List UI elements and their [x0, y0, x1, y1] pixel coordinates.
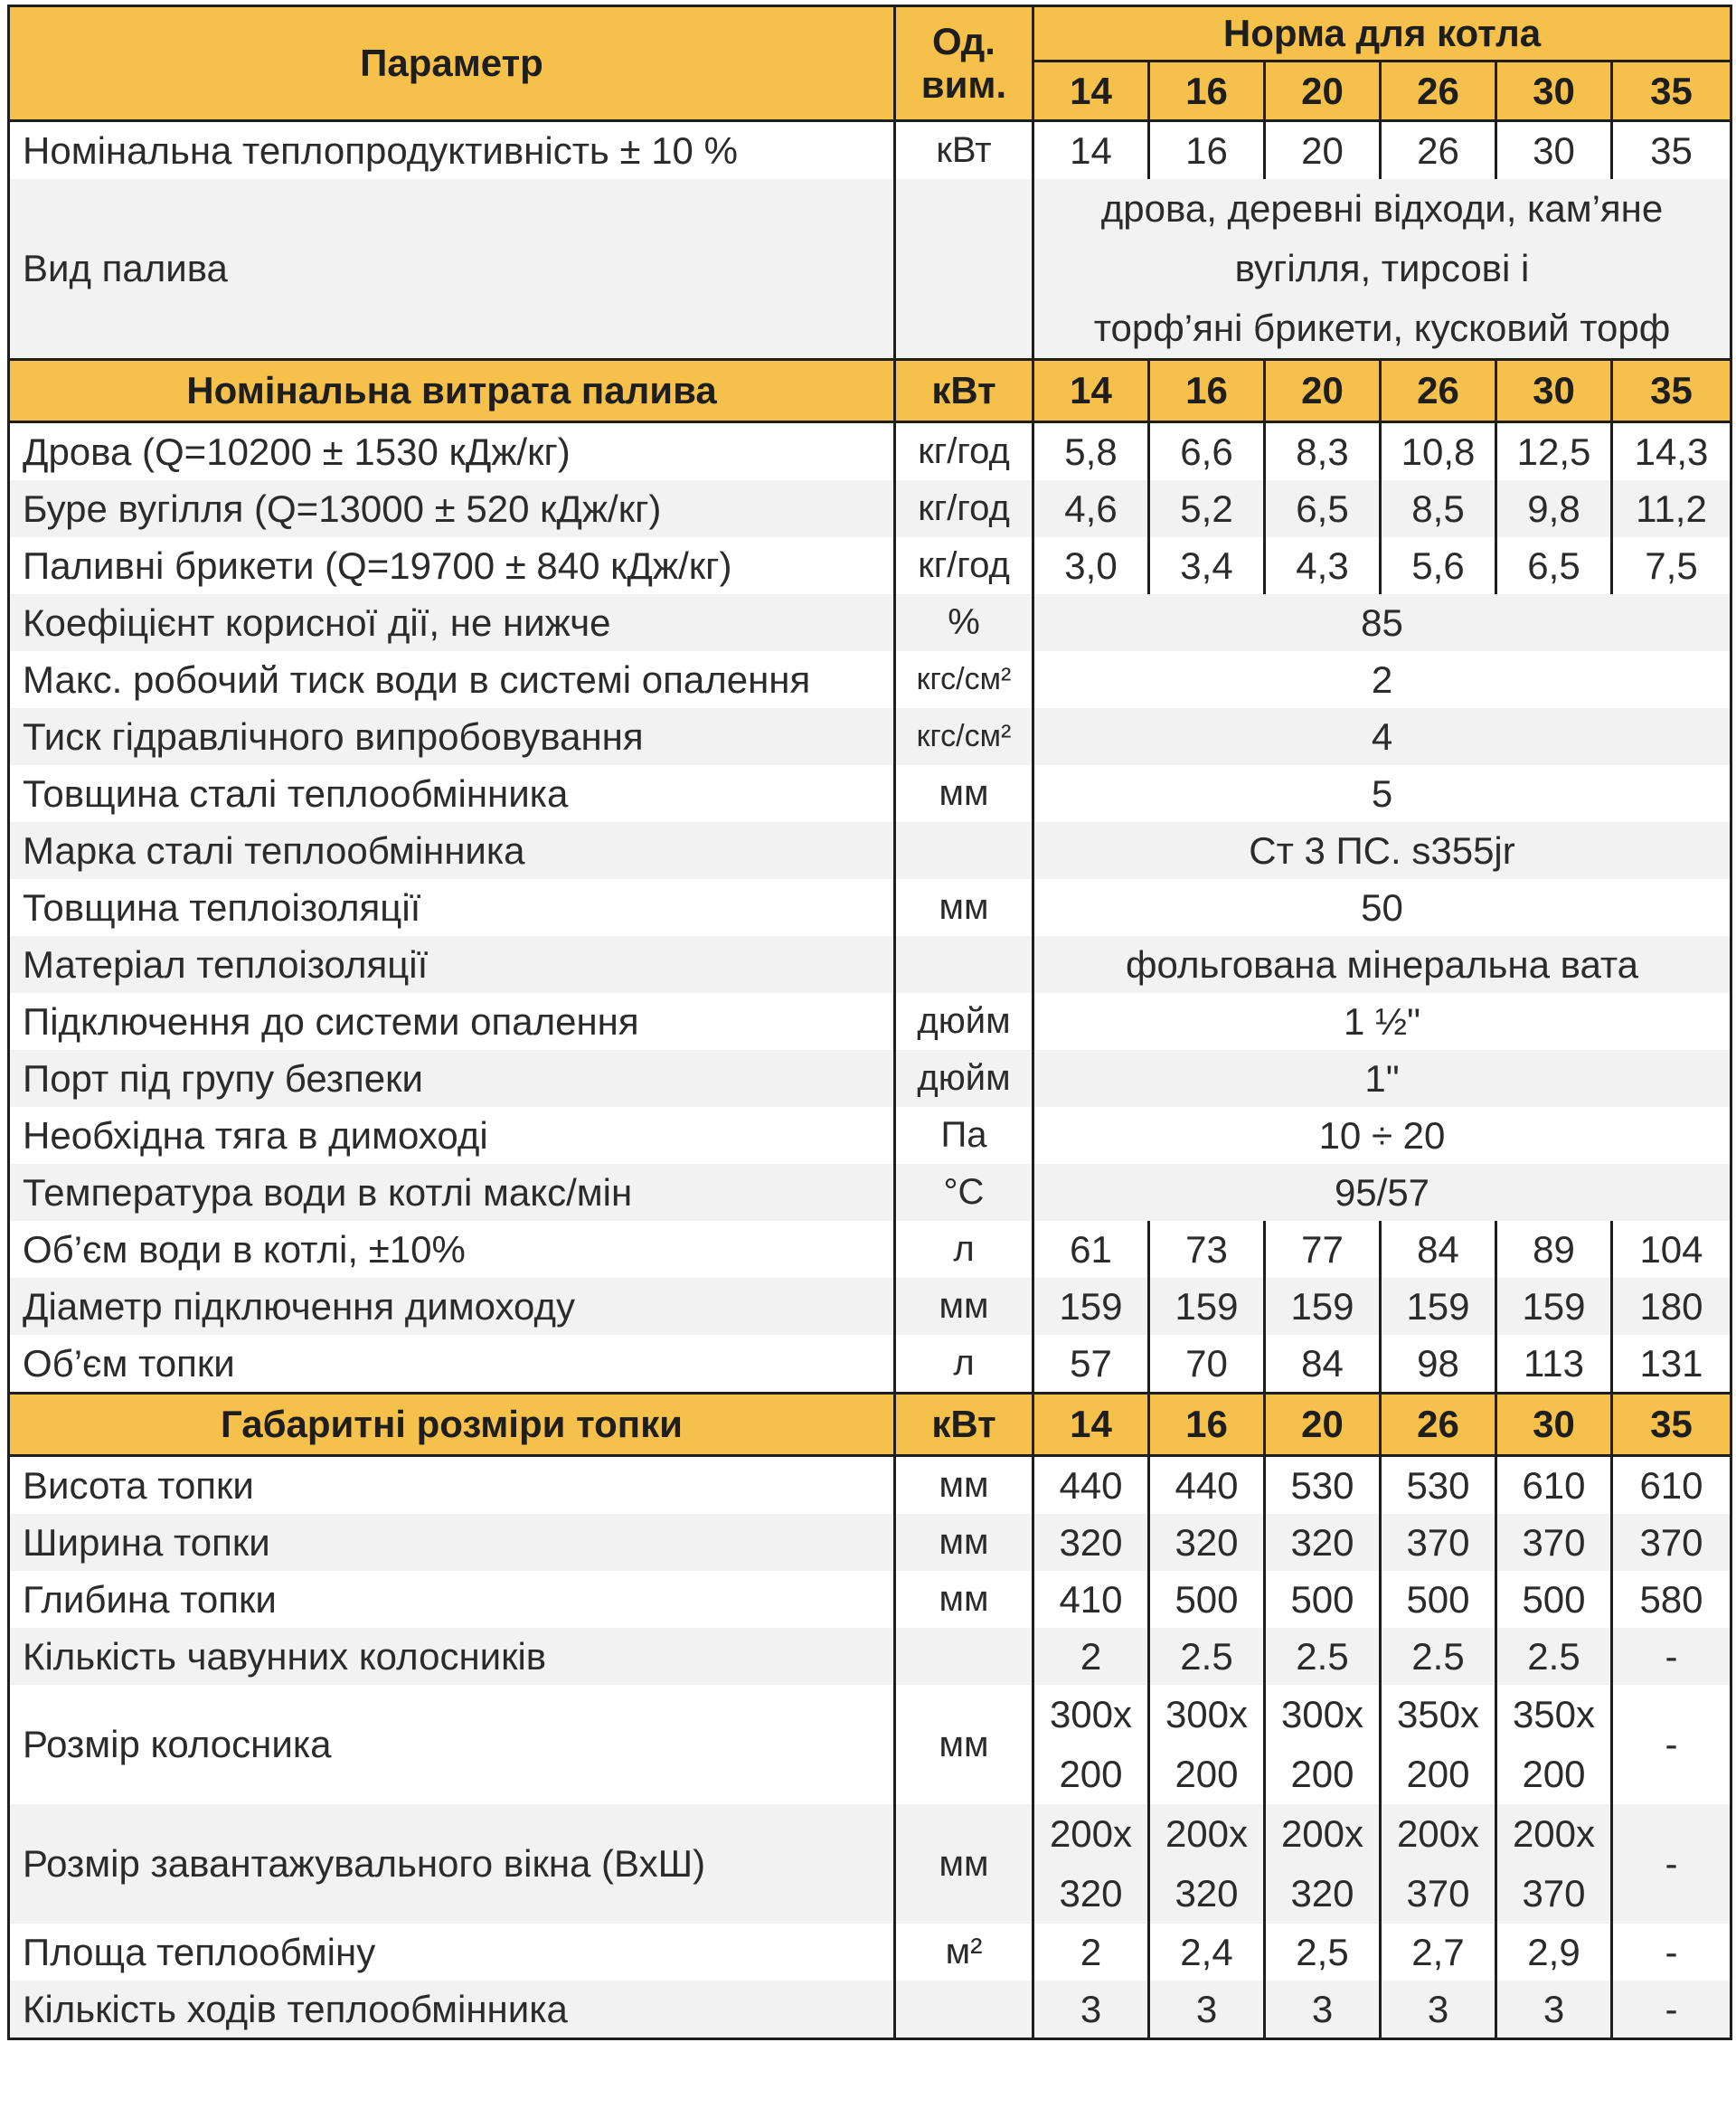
value-cell: 1 ½" — [1033, 993, 1731, 1050]
table-row — [9, 594, 1731, 651]
value-cell: 2,9 — [1496, 1924, 1612, 1981]
value-cell: 500 — [1496, 1571, 1612, 1628]
param-cell: Розмір колосника — [9, 1685, 895, 1804]
value-cell: 113 — [1496, 1335, 1612, 1394]
unit-cell: кВт — [895, 121, 1033, 180]
value-cell: - — [1612, 1804, 1731, 1924]
param-cell: Матеріал теплоізоляції — [9, 936, 895, 993]
table-row — [9, 1514, 1731, 1571]
value-cell: 104 — [1612, 1221, 1731, 1278]
value-cell: 85 — [1033, 594, 1731, 651]
unit-cell: мм — [895, 1804, 1033, 1924]
value-cell: 5,6 — [1381, 537, 1496, 594]
value-cell: 610 — [1496, 1456, 1612, 1515]
value-cell: 84 — [1381, 1221, 1496, 1278]
value-cell: 440 — [1033, 1456, 1149, 1515]
fuel-type-line: вугілля, тирсові і — [1234, 247, 1530, 289]
param-cell: Площа теплообміну — [9, 1924, 895, 1981]
table-row — [9, 822, 1731, 879]
table-row — [9, 1804, 1731, 1924]
model-header: 26 — [1381, 360, 1496, 422]
value-cell: 10 ÷ 20 — [1033, 1107, 1731, 1164]
param-cell: Вид палива — [9, 179, 895, 360]
param-cell: Кількість чавунних колосників — [9, 1628, 895, 1685]
value-cell: 1" — [1033, 1050, 1731, 1107]
value-cell: 8,5 — [1381, 480, 1496, 537]
unit-header-line1: Од. — [932, 20, 995, 62]
model-header: 35 — [1612, 360, 1731, 422]
table-row — [9, 1221, 1731, 1278]
param-cell: Порт під групу безпеки — [9, 1050, 895, 1107]
value-cell: 530 — [1265, 1456, 1381, 1515]
unit-cell — [895, 1981, 1033, 2039]
model-header: 20 — [1265, 61, 1381, 121]
model-header: 30 — [1496, 61, 1612, 121]
value-cell: фольгована мінеральна вата — [1033, 936, 1731, 993]
value-cell: 3 — [1265, 1981, 1381, 2039]
value-cell: 95/57 — [1033, 1164, 1731, 1221]
param-cell: Товщина сталі теплообмінника — [9, 765, 895, 822]
model-header: 30 — [1496, 1394, 1612, 1456]
table-row — [9, 1685, 1731, 1804]
value-cell: 2.5 — [1496, 1628, 1612, 1685]
unit-cell: % — [895, 594, 1033, 651]
value-cell: 70 — [1149, 1335, 1265, 1394]
unit-cell: °C — [895, 1164, 1033, 1221]
table-row — [9, 1628, 1731, 1685]
section-header-row — [9, 360, 1731, 422]
value-cell: 98 — [1381, 1335, 1496, 1394]
param-cell: Висота топки — [9, 1456, 895, 1515]
model-header: 14 — [1033, 61, 1149, 121]
value-cell: 6,5 — [1496, 537, 1612, 594]
value-cell: 200x 370 — [1381, 1804, 1496, 1924]
value-cell: - — [1612, 1924, 1731, 1981]
value-cell: 2,4 — [1149, 1924, 1265, 1981]
boiler-spec-table — [7, 5, 1732, 2040]
unit-cell — [895, 822, 1033, 879]
value-cell: 2 — [1033, 1924, 1149, 1981]
value-cell: 370 — [1496, 1514, 1612, 1571]
unit-cell: л — [895, 1221, 1033, 1278]
unit-cell: мм — [895, 765, 1033, 822]
value-cell: 7,5 — [1612, 537, 1731, 594]
unit-cell — [895, 1628, 1033, 1685]
value-cell: 300x 200 — [1033, 1685, 1149, 1804]
unit-cell: кг/год — [895, 422, 1033, 481]
unit-cell: кгс/см² — [895, 708, 1033, 765]
value-cell: 4,6 — [1033, 480, 1149, 537]
unit-cell: кгс/см² — [895, 651, 1033, 708]
table-row — [9, 879, 1731, 936]
param-cell: Буре вугілля (Q=13000 ± 520 кДж/кг) — [9, 480, 895, 537]
unit-cell: кг/год — [895, 480, 1033, 537]
table-row — [9, 993, 1731, 1050]
value-cell: 200x 320 — [1033, 1804, 1149, 1924]
param-cell: Тиск гідравлічного випробовування — [9, 708, 895, 765]
value-cell: 159 — [1496, 1278, 1612, 1335]
table-row — [9, 121, 1731, 180]
model-header: 14 — [1033, 1394, 1149, 1456]
value-cell: 2.5 — [1149, 1628, 1265, 1685]
model-header: 14 — [1033, 360, 1149, 422]
param-cell: Дрова (Q=10200 ± 1530 кДж/кг) — [9, 422, 895, 481]
value-cell: 3 — [1381, 1981, 1496, 2039]
table-row — [9, 1981, 1731, 2039]
unit-cell: кг/год — [895, 537, 1033, 594]
model-header: 16 — [1149, 360, 1265, 422]
value-cell: 50 — [1033, 879, 1731, 936]
value-cell: 2.5 — [1381, 1628, 1496, 1685]
unit-cell: дюйм — [895, 1050, 1033, 1107]
table-row — [9, 1456, 1731, 1515]
value-cell: 3 — [1149, 1981, 1265, 2039]
model-header: 16 — [1149, 1394, 1265, 1456]
value-cell: 77 — [1265, 1221, 1381, 1278]
model-header: 16 — [1149, 61, 1265, 121]
value-cell: - — [1612, 1981, 1731, 2039]
unit-cell: мм — [895, 1571, 1033, 1628]
value-cell: 180 — [1612, 1278, 1731, 1335]
model-header: 20 — [1265, 360, 1381, 422]
unit-header-line2: вим. — [920, 63, 1007, 106]
model-header: 20 — [1265, 1394, 1381, 1456]
section-title: Габаритні розміри топки — [9, 1394, 895, 1456]
unit-cell: дюйм — [895, 993, 1033, 1050]
value-cell: 200x 370 — [1496, 1804, 1612, 1924]
value-cell: 350x 200 — [1496, 1685, 1612, 1804]
value-cell: 370 — [1381, 1514, 1496, 1571]
model-header: 26 — [1381, 61, 1496, 121]
value-cell: 3,4 — [1149, 537, 1265, 594]
value-cell: 14 — [1033, 121, 1149, 180]
value-cell: 26 — [1381, 121, 1496, 180]
param-cell: Температура води в котлі макс/мін — [9, 1164, 895, 1221]
section-header-row — [9, 1394, 1731, 1456]
unit-cell: мм — [895, 879, 1033, 936]
value-cell: 5,2 — [1149, 480, 1265, 537]
value-cell: 500 — [1381, 1571, 1496, 1628]
table-row — [9, 765, 1731, 822]
table-row — [9, 1164, 1731, 1221]
value-cell: 370 — [1612, 1514, 1731, 1571]
value-cell: 159 — [1149, 1278, 1265, 1335]
param-cell: Підключення до системи опалення — [9, 993, 895, 1050]
table-row — [9, 1571, 1731, 1628]
param-cell: Розмір завантажувального вікна (ВхШ) — [9, 1804, 895, 1924]
value-cell: 159 — [1381, 1278, 1496, 1335]
value-cell: 10,8 — [1381, 422, 1496, 481]
value-cell: 14,3 — [1612, 422, 1731, 481]
value-cell: 320 — [1265, 1514, 1381, 1571]
value-cell: Ст 3 ПС. s355jr — [1033, 822, 1731, 879]
value-cell: 73 — [1149, 1221, 1265, 1278]
param-cell: Коефіцієнт корисної дії, не нижче — [9, 594, 895, 651]
section-title: Номінальна витрата палива — [9, 360, 895, 422]
value-cell: 2 — [1033, 651, 1731, 708]
value-cell: 410 — [1033, 1571, 1149, 1628]
model-header: 35 — [1612, 1394, 1731, 1456]
value-cell: 4,3 — [1265, 537, 1381, 594]
value-cell: 84 — [1265, 1335, 1381, 1394]
table-row — [9, 1107, 1731, 1164]
section-unit: кВт — [895, 360, 1033, 422]
model-header: 26 — [1381, 1394, 1496, 1456]
value-cell: 8,3 — [1265, 422, 1381, 481]
param-cell: Номінальна теплопродуктивність ± 10 % — [9, 121, 895, 180]
unit-cell: мм — [895, 1685, 1033, 1804]
value-cell: 200x 320 — [1149, 1804, 1265, 1924]
unit-cell: л — [895, 1335, 1033, 1394]
param-cell: Макс. робочий тиск води в системі опалення — [9, 651, 895, 708]
table-row — [9, 651, 1731, 708]
param-cell: Об’єм топки — [9, 1335, 895, 1394]
value-cell: 580 — [1612, 1571, 1731, 1628]
param-header: Параметр — [9, 6, 895, 121]
value-cell: 5 — [1033, 765, 1731, 822]
table-row — [9, 1924, 1731, 1981]
table-row — [9, 708, 1731, 765]
value-cell: 61 — [1033, 1221, 1149, 1278]
value-cell: 35 — [1612, 121, 1731, 180]
value-cell: 9,8 — [1496, 480, 1612, 537]
section-unit: кВт — [895, 1394, 1033, 1456]
value-cell: - — [1612, 1628, 1731, 1685]
value-cell: 3,0 — [1033, 537, 1149, 594]
value-cell: 4 — [1033, 708, 1731, 765]
unit-cell: мм — [895, 1278, 1033, 1335]
value-cell: 300x 200 — [1149, 1685, 1265, 1804]
value-cell: 2,5 — [1265, 1924, 1381, 1981]
value-cell: 2.5 — [1265, 1628, 1381, 1685]
model-header: 35 — [1612, 61, 1731, 121]
param-cell: Діаметр підключення димоходу — [9, 1278, 895, 1335]
value-cell: 11,2 — [1612, 480, 1731, 537]
value-cell: 89 — [1496, 1221, 1612, 1278]
fuel-type-line: дрова, деревні відходи, кам’яне — [1100, 187, 1664, 230]
unit-cell — [895, 936, 1033, 993]
value-cell: 20 — [1265, 121, 1381, 180]
value-cell: 16 — [1149, 121, 1265, 180]
value-cell: 3 — [1033, 1981, 1149, 2039]
model-header: 30 — [1496, 360, 1612, 422]
param-cell: Товщина теплоізоляції — [9, 879, 895, 936]
value-cell: 200x 320 — [1265, 1804, 1381, 1924]
value-cell: 12,5 — [1496, 422, 1612, 481]
value-cell: 500 — [1265, 1571, 1381, 1628]
value-cell: 610 — [1612, 1456, 1731, 1515]
value-cell: 350x 200 — [1381, 1685, 1496, 1804]
table-row — [9, 480, 1731, 537]
table-row — [9, 1278, 1731, 1335]
value-cell: 500 — [1149, 1571, 1265, 1628]
param-cell: Паливні брикети (Q=19700 ± 840 кДж/кг) — [9, 537, 895, 594]
table-row — [9, 422, 1731, 481]
value-cell: 6,5 — [1265, 480, 1381, 537]
value-cell: 6,6 — [1149, 422, 1265, 481]
value-cell: 57 — [1033, 1335, 1149, 1394]
fuel-type-line: торф’яні брикети, кусковий торф — [1093, 307, 1671, 349]
param-cell: Об’єм води в котлі, ±10% — [9, 1221, 895, 1278]
value-cell: - — [1612, 1685, 1731, 1804]
value-cell: 530 — [1381, 1456, 1496, 1515]
unit-cell: мм — [895, 1514, 1033, 1571]
value-cell: 3 — [1496, 1981, 1612, 2039]
value-cell: 5,8 — [1033, 422, 1149, 481]
param-cell: Глибина топки — [9, 1571, 895, 1628]
param-cell: Ширина топки — [9, 1514, 895, 1571]
unit-cell: м² — [895, 1924, 1033, 1981]
param-cell: Кількість ходів теплообмінника — [9, 1981, 895, 2039]
value-cell: 320 — [1033, 1514, 1149, 1571]
value-cell: 300x 200 — [1265, 1685, 1381, 1804]
value-cell: 30 — [1496, 121, 1612, 180]
unit-cell — [895, 179, 1033, 360]
value-cell: 159 — [1265, 1278, 1381, 1335]
value-cell: 159 — [1033, 1278, 1149, 1335]
table-row — [9, 1050, 1731, 1107]
value-cell: 320 — [1149, 1514, 1265, 1571]
unit-header — [895, 6, 1033, 121]
norm-header: Норма для котла — [1033, 6, 1731, 61]
param-cell: Необхідна тяга в димоході — [9, 1107, 895, 1164]
value-cell: 2,7 — [1381, 1924, 1496, 1981]
table-row — [9, 936, 1731, 993]
header-row-top — [9, 6, 1731, 61]
value-cell: 440 — [1149, 1456, 1265, 1515]
table-row — [9, 537, 1731, 594]
unit-cell: мм — [895, 1456, 1033, 1515]
unit-cell: Па — [895, 1107, 1033, 1164]
value-cell: 131 — [1612, 1335, 1731, 1394]
value-cell — [1033, 179, 1731, 360]
table-row — [9, 179, 1731, 360]
value-cell: 2 — [1033, 1628, 1149, 1685]
spec-table-body — [9, 121, 1731, 2039]
table-row — [9, 1335, 1731, 1394]
param-cell: Марка сталі теплообмінника — [9, 822, 895, 879]
